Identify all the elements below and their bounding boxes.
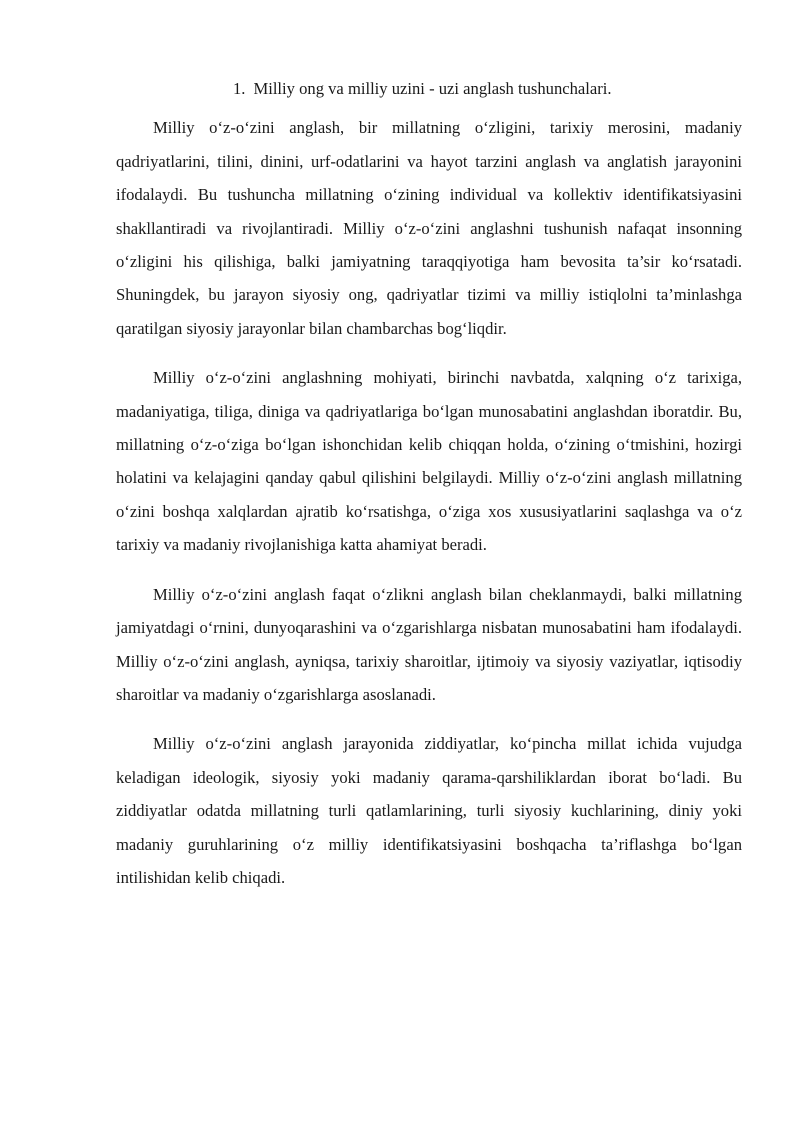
section-title: Milliy ong va milliy uzini - uzi anglash tushunchalari.	[253, 79, 612, 98]
document-body	[116, 72, 742, 910]
paragraph-2: Milliy o‘z-o‘zini anglashning mohiyati, birinchi navbatda, xalqning o‘z tarixiga, madaniyatiga, tiliga, diniga va qadriyatlariga bo‘lgan munosabatini anglashdan iboratdir. Bu, millatning o‘z-o‘ziga bo‘lgan ishonchidan kelib chiqqan holda, o‘zining o‘tmishini, hozirgi holatini va kelajagini qanday qabul qilishini belgilaydi. Milliy o‘z-o‘zini anglash millatning o‘zini boshqa xalqlardan ajratib ko‘rsatishga, o‘ziga xos xususiyatlarini saqlashga va o‘z tarixiy va madaniy rivojlanishiga katta ahamiyat beradi.	[116, 368, 742, 555]
section-number: 1.	[233, 79, 246, 98]
section-heading	[116, 72, 742, 105]
paragraph-4: Milliy o‘z-o‘zini anglash jarayonida ziddiyatlar, ko‘pincha millat ichida vujudga keladigan ideologik, siyosiy yoki madaniy qarama-qarshiliklardan iborat bo‘ladi. Bu ziddiyatlar odatda millatning turli qatlamlarining, turli siyosiy kuchlarining, diniy yoki madaniy guruhlarining o‘z milliy identifikatsiyasini boshqacha ta’riflashga bo‘lgan intilishidan kelib chiqadi.	[116, 734, 742, 887]
paragraph-1: Milliy o‘z-o‘zini anglash, bir millatning o‘zligini, tarixiy merosini, madaniy qadriyatlarini, tilini, dinini, urf-odatlarini va hayot tarzini anglash va anglatish jarayonini ifodalaydi. Bu tushuncha millatning o‘zining individual va kollektiv identifikatsiyasini shakllantiradi va rivojlantiradi. Milliy o‘z-o‘zini anglashni tushunish nafaqat insonning o‘zligini his qilishiga, balki jamiyatning taraqqiyotiga ham bevosita ta’sir ko‘rsatadi. Shuningdek, bu jarayon siyosiy ong, qadriyatlar tizimi va milliy istiqlolni ta’minlashga qaratilgan siyosiy jarayonlar bilan chambarchas bog‘liqdir.	[116, 118, 742, 338]
paragraph-3: Milliy o‘z-o‘zini anglash faqat o‘zlikni anglash bilan cheklanmaydi, balki millatning jamiyatdagi o‘rnini, dunyoqarashini va o‘zgarishlarga nisbatan munosabatini ham ifodalaydi. Milliy o‘z-o‘zini anglash, ayniqsa, tarixiy sharoitlar, ijtimoiy va siyosiy vaziyatlar, iqtisodiy sharoitlar va madaniy o‘zgarishlarga asoslanadi.	[116, 584, 742, 704]
